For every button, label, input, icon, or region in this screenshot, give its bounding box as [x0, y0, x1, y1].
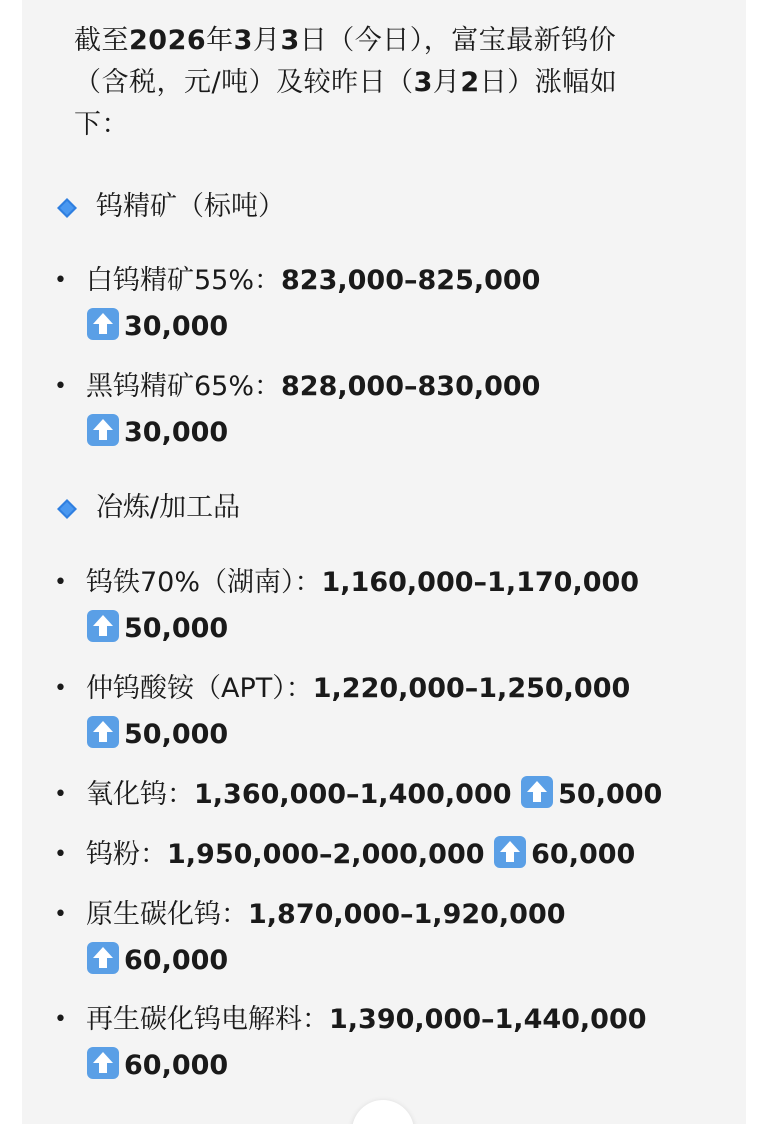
intro-text-part: （含税，元/吨）及较昨日（	[74, 67, 414, 98]
item-price: 1,220,000–1,250,000	[312, 673, 631, 704]
bullet: •	[54, 374, 67, 399]
intro-prev-day: 2	[460, 67, 480, 98]
item-price: 1,360,000–1,400,000	[194, 779, 512, 810]
list-item	[54, 258, 734, 350]
intro-text-part: 月	[252, 25, 281, 56]
item-name: 原生碳化钨：	[86, 899, 248, 930]
intro-text-part: 日）涨幅如	[479, 67, 618, 98]
list-item	[54, 364, 734, 456]
item-delta: 50,000	[558, 779, 663, 810]
blue-diamond-icon	[56, 197, 76, 217]
up-arrow-icon	[86, 715, 120, 749]
intro-month: 3	[233, 25, 253, 56]
intro-text-part: 截至	[74, 25, 129, 56]
item-delta: 30,000	[124, 417, 229, 448]
item-price: 1,950,000–2,000,000	[167, 839, 485, 870]
item-price: 1,160,000–1,170,000	[321, 567, 640, 598]
bullet: •	[54, 676, 67, 701]
intro-prev-month: 3	[413, 67, 433, 98]
list-item	[54, 666, 734, 758]
intro-year: 2026	[129, 25, 207, 56]
item-name: 钨粉：	[86, 839, 167, 870]
item-delta: 50,000	[124, 613, 229, 644]
intro-paragraph	[74, 20, 734, 146]
list-item	[54, 997, 734, 1089]
intro-text-part: 下：	[74, 109, 129, 140]
bullet: •	[54, 902, 67, 927]
intro-day: 3	[280, 25, 300, 56]
section-title: 钨精矿（标吨）	[96, 191, 285, 222]
bullet: •	[54, 268, 67, 293]
section-title: 冶炼/加工品	[96, 492, 241, 523]
item-delta: 60,000	[124, 1050, 229, 1081]
intro-text-part: 日（今日），富宝最新钨价	[299, 25, 617, 56]
list-item	[54, 832, 734, 878]
bullet: •	[54, 842, 67, 867]
intro-text-part: 月	[432, 67, 461, 98]
up-arrow-icon	[520, 775, 554, 809]
up-arrow-icon	[493, 835, 527, 869]
item-name: 钨铁70%（湖南）：	[86, 567, 322, 598]
item-price: 828,000–830,000	[281, 371, 541, 402]
list-item	[54, 560, 734, 652]
section-heading	[56, 487, 240, 529]
item-price: 1,390,000–1,440,000	[329, 1004, 647, 1035]
item-name: 氧化钨：	[86, 779, 194, 810]
up-arrow-icon	[86, 609, 120, 643]
blue-diamond-icon	[56, 498, 76, 518]
item-price: 1,870,000–1,920,000	[248, 899, 566, 930]
item-name: 再生碳化钨电解料：	[86, 1004, 329, 1035]
bullet: •	[54, 782, 67, 807]
item-delta: 60,000	[124, 945, 229, 976]
section-heading	[56, 186, 285, 228]
item-price: 823,000–825,000	[281, 265, 541, 296]
bullet: •	[54, 570, 67, 595]
item-delta: 50,000	[124, 719, 229, 750]
up-arrow-icon	[86, 307, 120, 341]
item-name: 仲钨酸铵（APT）：	[86, 673, 313, 704]
intro-text-part: 年	[206, 25, 234, 56]
list-item	[54, 772, 734, 818]
bullet: •	[54, 1007, 67, 1032]
up-arrow-icon	[86, 413, 120, 447]
item-delta: 30,000	[124, 311, 229, 342]
up-arrow-icon	[86, 1046, 120, 1080]
list-item	[54, 892, 734, 984]
intro-text	[74, 20, 734, 146]
up-arrow-icon	[86, 941, 120, 975]
item-name: 黑钨精矿65%：	[86, 371, 282, 402]
item-name: 白钨精矿55%：	[86, 265, 282, 296]
item-delta: 60,000	[531, 839, 636, 870]
